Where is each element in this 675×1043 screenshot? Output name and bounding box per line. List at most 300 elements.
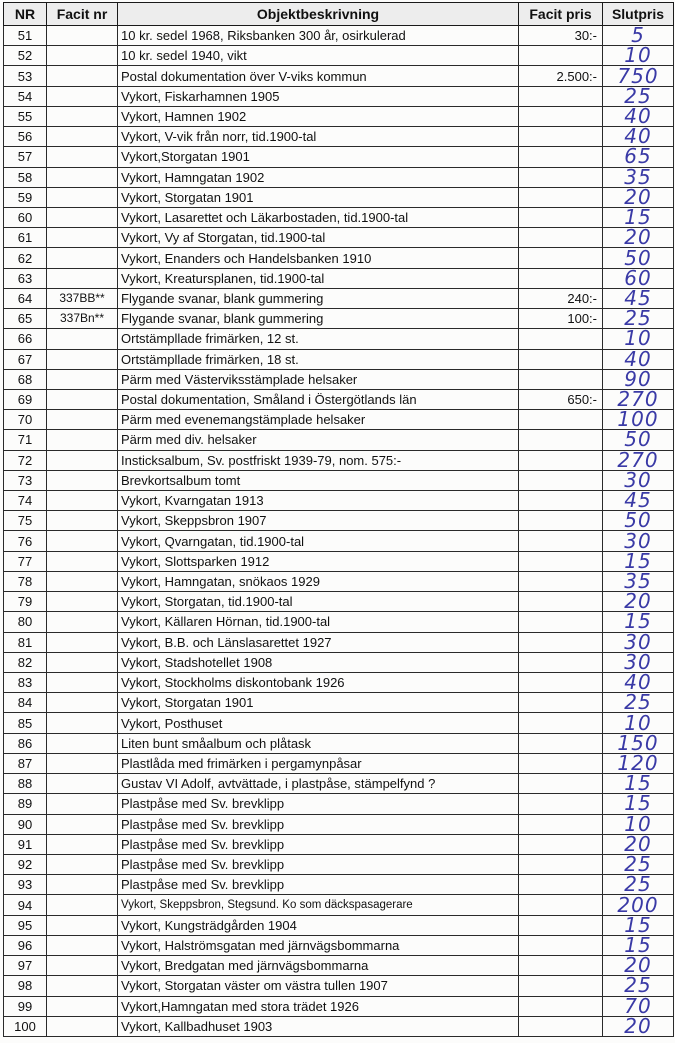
cell-facit-price — [519, 127, 603, 147]
cell-facit-nr — [47, 592, 118, 612]
cell-facit-price — [519, 996, 603, 1016]
cell-final-price: 20 — [603, 228, 674, 248]
cell-nr: 73 — [4, 470, 47, 490]
cell-facit-nr — [47, 1016, 118, 1036]
cell-final-price: 10 — [603, 46, 674, 66]
table-row — [4, 127, 674, 147]
cell-nr: 91 — [4, 834, 47, 854]
cell-nr: 80 — [4, 612, 47, 632]
table-row — [4, 531, 674, 551]
table-row — [4, 410, 674, 430]
cell-final-price: 25 — [603, 875, 674, 895]
cell-facit-nr — [47, 207, 118, 227]
cell-final-price: 20 — [603, 1016, 674, 1036]
cell-facit-nr — [47, 652, 118, 672]
cell-final-price: 45 — [603, 491, 674, 511]
table-row — [4, 46, 674, 66]
cell-nr: 59 — [4, 187, 47, 207]
cell-facit-nr — [47, 430, 118, 450]
cell-description: Vykort, Källaren Hörnan, tid.1900-tal — [118, 612, 519, 632]
cell-description: Vykort, B.B. och Länslasarettet 1927 — [118, 632, 519, 652]
cell-facit-price — [519, 753, 603, 773]
cell-facit-nr — [47, 26, 118, 46]
cell-facit-nr — [47, 470, 118, 490]
cell-description: Vykort, Kallbadhuset 1903 — [118, 1016, 519, 1036]
table-row — [4, 450, 674, 470]
cell-facit-nr — [47, 349, 118, 369]
cell-facit-nr — [47, 713, 118, 733]
cell-nr: 64 — [4, 288, 47, 308]
cell-nr: 83 — [4, 673, 47, 693]
cell-description: Vykort, V-vik från norr, tid.1900-tal — [118, 127, 519, 147]
table-row — [4, 309, 674, 329]
cell-nr: 56 — [4, 127, 47, 147]
cell-final-price: 25 — [603, 86, 674, 106]
cell-description: Vykort, Storgatan 1901 — [118, 187, 519, 207]
table-row — [4, 167, 674, 187]
cell-facit-nr — [47, 66, 118, 86]
cell-description: Plastpåse med Sv. brevklipp — [118, 875, 519, 895]
cell-facit-nr — [47, 612, 118, 632]
cell-facit-nr — [47, 814, 118, 834]
cell-facit-price — [519, 369, 603, 389]
cell-facit-nr — [47, 268, 118, 288]
table-row — [4, 733, 674, 753]
header-row — [4, 3, 674, 26]
cell-nr: 58 — [4, 167, 47, 187]
cell-nr: 92 — [4, 854, 47, 874]
cell-description: Pärm med evenemangstämplade helsaker — [118, 410, 519, 430]
cell-facit-nr: 337Bn** — [47, 309, 118, 329]
cell-nr: 88 — [4, 774, 47, 794]
cell-facit-price — [519, 86, 603, 106]
cell-nr: 95 — [4, 915, 47, 935]
cell-description: Vykort, Kreatursplanen, tid.1900-tal — [118, 268, 519, 288]
cell-nr: 82 — [4, 652, 47, 672]
table-row — [4, 592, 674, 612]
cell-final-price: 5 — [603, 26, 674, 46]
table-row — [4, 147, 674, 167]
cell-final-price: 20 — [603, 592, 674, 612]
cell-nr: 62 — [4, 248, 47, 268]
cell-final-price: 25 — [603, 854, 674, 874]
cell-final-price: 25 — [603, 976, 674, 996]
cell-nr: 51 — [4, 26, 47, 46]
cell-facit-price: 100:- — [519, 309, 603, 329]
cell-facit-price — [519, 693, 603, 713]
cell-description: Vykort, Hamnen 1902 — [118, 106, 519, 126]
header-description: Objektbeskrivning — [118, 3, 519, 26]
cell-facit-nr — [47, 895, 118, 915]
cell-facit-price — [519, 268, 603, 288]
cell-final-price: 10 — [603, 713, 674, 733]
table-row — [4, 794, 674, 814]
cell-nr: 97 — [4, 956, 47, 976]
cell-final-price: 40 — [603, 673, 674, 693]
cell-nr: 89 — [4, 794, 47, 814]
table-row — [4, 86, 674, 106]
cell-nr: 53 — [4, 66, 47, 86]
cell-description: Vykort, Skeppsbron, Stegsund. Ko som däckspasagerare — [118, 895, 519, 915]
table-row — [4, 956, 674, 976]
cell-description: 10 kr. sedel 1940, vikt — [118, 46, 519, 66]
cell-facit-nr — [47, 106, 118, 126]
cell-description: Gustav VI Adolf, avtvättade, i plastpåse, stämpelfynd ? — [118, 774, 519, 794]
table-row — [4, 895, 674, 915]
table-body — [4, 26, 674, 1037]
cell-nr: 67 — [4, 349, 47, 369]
cell-facit-price — [519, 774, 603, 794]
cell-facit-nr — [47, 86, 118, 106]
cell-final-price: 15 — [603, 551, 674, 571]
cell-nr: 85 — [4, 713, 47, 733]
cell-facit-nr — [47, 996, 118, 1016]
cell-final-price: 30 — [603, 632, 674, 652]
cell-final-price: 15 — [603, 774, 674, 794]
cell-final-price: 60 — [603, 268, 674, 288]
cell-nr: 79 — [4, 592, 47, 612]
cell-facit-price — [519, 46, 603, 66]
cell-description: Vykort, Storgatan 1901 — [118, 693, 519, 713]
table-row — [4, 1016, 674, 1036]
cell-description: Plastlåda med frimärken i pergamynpåsar — [118, 753, 519, 773]
cell-final-price: 90 — [603, 369, 674, 389]
table-row — [4, 774, 674, 794]
cell-facit-nr — [47, 935, 118, 955]
cell-description: Vykort, Storgatan, tid.1900-tal — [118, 592, 519, 612]
cell-nr: 81 — [4, 632, 47, 652]
cell-description: Vykort, Halströmsgatan med järnvägsbommarna — [118, 935, 519, 955]
cell-facit-price — [519, 652, 603, 672]
cell-description: Vykort, Hamngatan 1902 — [118, 167, 519, 187]
table-row — [4, 693, 674, 713]
cell-facit-price — [519, 491, 603, 511]
cell-facit-price — [519, 673, 603, 693]
cell-description: Vykort, Stadshotellet 1908 — [118, 652, 519, 672]
cell-facit-nr — [47, 127, 118, 147]
table-row — [4, 612, 674, 632]
cell-nr: 54 — [4, 86, 47, 106]
cell-final-price: 120 — [603, 753, 674, 773]
cell-facit-price — [519, 228, 603, 248]
cell-final-price: 50 — [603, 511, 674, 531]
cell-description: Flygande svanar, blank gummering — [118, 288, 519, 308]
cell-description: Insticksalbum, Sv. postfriskt 1939-79, nom. 575:- — [118, 450, 519, 470]
cell-nr: 98 — [4, 976, 47, 996]
cell-description: Vykort, Enanders och Handelsbanken 1910 — [118, 248, 519, 268]
cell-final-price: 15 — [603, 935, 674, 955]
cell-facit-price — [519, 571, 603, 591]
cell-final-price: 30 — [603, 652, 674, 672]
cell-description: Vykort, Posthuset — [118, 713, 519, 733]
cell-final-price: 10 — [603, 329, 674, 349]
cell-final-price: 270 — [603, 450, 674, 470]
cell-description: Vykort, Storgatan väster om västra tullen 1907 — [118, 976, 519, 996]
cell-description: Postal dokumentation, Småland i Östergötlands län — [118, 389, 519, 409]
table-row — [4, 349, 674, 369]
cell-nr: 94 — [4, 895, 47, 915]
cell-final-price: 65 — [603, 147, 674, 167]
cell-description: Vykort, Stockholms diskontobank 1926 — [118, 673, 519, 693]
table-row — [4, 470, 674, 490]
cell-final-price: 150 — [603, 733, 674, 753]
cell-facit-price — [519, 1016, 603, 1036]
table-row — [4, 976, 674, 996]
table-row — [4, 571, 674, 591]
cell-facit-nr — [47, 834, 118, 854]
cell-nr: 76 — [4, 531, 47, 551]
table-row — [4, 511, 674, 531]
cell-final-price: 25 — [603, 309, 674, 329]
cell-facit-nr — [47, 551, 118, 571]
cell-final-price: 25 — [603, 693, 674, 713]
cell-description: Ortstämpllade frimärken, 12 st. — [118, 329, 519, 349]
cell-description: Vykort,Hamngatan med stora trädet 1926 — [118, 996, 519, 1016]
cell-nr: 57 — [4, 147, 47, 167]
cell-nr: 74 — [4, 491, 47, 511]
cell-facit-price — [519, 976, 603, 996]
cell-nr: 66 — [4, 329, 47, 349]
cell-facit-nr — [47, 389, 118, 409]
cell-facit-nr — [47, 228, 118, 248]
cell-description: Vykort,Storgatan 1901 — [118, 147, 519, 167]
table-row — [4, 430, 674, 450]
cell-nr: 87 — [4, 753, 47, 773]
cell-description: Vykort, Vy af Storgatan, tid.1900-tal — [118, 228, 519, 248]
table-row — [4, 753, 674, 773]
cell-description: Vykort, Kvarngatan 1913 — [118, 491, 519, 511]
table-row — [4, 935, 674, 955]
cell-facit-nr — [47, 976, 118, 996]
cell-facit-price — [519, 814, 603, 834]
cell-nr: 75 — [4, 511, 47, 531]
table-row — [4, 996, 674, 1016]
cell-description: Vykort, Lasarettet och Läkarbostaden, tid.1900-tal — [118, 207, 519, 227]
cell-facit-price: 30:- — [519, 26, 603, 46]
cell-nr: 52 — [4, 46, 47, 66]
auction-results-table — [3, 2, 674, 1037]
cell-nr: 69 — [4, 389, 47, 409]
cell-nr: 77 — [4, 551, 47, 571]
cell-facit-price — [519, 612, 603, 632]
header-facit-nr: Facit nr — [47, 3, 118, 26]
cell-facit-nr — [47, 410, 118, 430]
cell-facit-nr — [47, 956, 118, 976]
cell-facit-price — [519, 430, 603, 450]
header-facit-price: Facit pris — [519, 3, 603, 26]
cell-facit-nr — [47, 854, 118, 874]
cell-facit-price — [519, 592, 603, 612]
cell-facit-nr — [47, 632, 118, 652]
cell-nr: 100 — [4, 1016, 47, 1036]
cell-facit-price — [519, 935, 603, 955]
table-row — [4, 288, 674, 308]
cell-description: Vykort, Hamngatan, snökaos 1929 — [118, 571, 519, 591]
cell-facit-nr — [47, 329, 118, 349]
table-row — [4, 915, 674, 935]
cell-nr: 99 — [4, 996, 47, 1016]
cell-facit-price: 2.500:- — [519, 66, 603, 86]
cell-description: Plastpåse med Sv. brevklipp — [118, 834, 519, 854]
cell-facit-price — [519, 511, 603, 531]
cell-final-price: 50 — [603, 430, 674, 450]
table-row — [4, 248, 674, 268]
cell-facit-price — [519, 834, 603, 854]
cell-facit-nr — [47, 753, 118, 773]
cell-nr: 72 — [4, 450, 47, 470]
cell-nr: 84 — [4, 693, 47, 713]
cell-facit-nr — [47, 531, 118, 551]
table-row — [4, 66, 674, 86]
cell-facit-nr — [47, 167, 118, 187]
cell-facit-nr — [47, 673, 118, 693]
cell-final-price: 20 — [603, 187, 674, 207]
cell-description: Ortstämpllade frimärken, 18 st. — [118, 349, 519, 369]
cell-final-price: 10 — [603, 814, 674, 834]
table-row — [4, 106, 674, 126]
cell-facit-nr: 337BB** — [47, 288, 118, 308]
cell-facit-nr — [47, 147, 118, 167]
cell-facit-nr — [47, 733, 118, 753]
table-row — [4, 389, 674, 409]
cell-facit-price — [519, 713, 603, 733]
cell-final-price: 200 — [603, 895, 674, 915]
cell-facit-price: 650:- — [519, 389, 603, 409]
cell-facit-nr — [47, 774, 118, 794]
table-row — [4, 187, 674, 207]
cell-facit-price — [519, 551, 603, 571]
cell-final-price: 30 — [603, 470, 674, 490]
cell-facit-nr — [47, 693, 118, 713]
cell-facit-nr — [47, 511, 118, 531]
table-row — [4, 329, 674, 349]
cell-nr: 71 — [4, 430, 47, 450]
cell-final-price: 50 — [603, 248, 674, 268]
cell-description: Vykort, Kungsträdgården 1904 — [118, 915, 519, 935]
cell-final-price: 100 — [603, 410, 674, 430]
cell-facit-nr — [47, 794, 118, 814]
cell-description: Plastpåse med Sv. brevklipp — [118, 854, 519, 874]
cell-final-price: 35 — [603, 167, 674, 187]
cell-nr: 70 — [4, 410, 47, 430]
cell-nr: 68 — [4, 369, 47, 389]
cell-facit-price — [519, 854, 603, 874]
table-row — [4, 875, 674, 895]
cell-description: Flygande svanar, blank gummering — [118, 309, 519, 329]
cell-description: Vykort, Bredgatan med järnvägsbommarna — [118, 956, 519, 976]
cell-final-price: 20 — [603, 956, 674, 976]
cell-facit-price — [519, 106, 603, 126]
cell-final-price: 40 — [603, 106, 674, 126]
cell-description: Pärm med Västerviksstämplade helsaker — [118, 369, 519, 389]
cell-final-price: 15 — [603, 612, 674, 632]
cell-nr: 55 — [4, 106, 47, 126]
cell-nr: 90 — [4, 814, 47, 834]
cell-nr: 78 — [4, 571, 47, 591]
table-row — [4, 26, 674, 46]
cell-final-price: 30 — [603, 531, 674, 551]
cell-facit-nr — [47, 915, 118, 935]
table-row — [4, 854, 674, 874]
cell-facit-price — [519, 410, 603, 430]
cell-facit-nr — [47, 369, 118, 389]
cell-description: 10 kr. sedel 1968, Riksbanken 300 år, osirkulerad — [118, 26, 519, 46]
cell-final-price: 70 — [603, 996, 674, 1016]
cell-facit-price — [519, 915, 603, 935]
table-row — [4, 228, 674, 248]
cell-facit-nr — [47, 875, 118, 895]
cell-facit-nr — [47, 187, 118, 207]
cell-nr: 63 — [4, 268, 47, 288]
cell-facit-price — [519, 895, 603, 915]
cell-description: Postal dokumentation över V-viks kommun — [118, 66, 519, 86]
table-row — [4, 207, 674, 227]
cell-facit-price — [519, 248, 603, 268]
cell-final-price: 15 — [603, 794, 674, 814]
cell-facit-price — [519, 450, 603, 470]
header-final-price: Slutpris — [603, 3, 674, 26]
table-row — [4, 632, 674, 652]
cell-final-price: 750 — [603, 66, 674, 86]
cell-nr: 86 — [4, 733, 47, 753]
cell-facit-price — [519, 632, 603, 652]
cell-facit-nr — [47, 248, 118, 268]
cell-facit-price — [519, 470, 603, 490]
cell-facit-price: 240:- — [519, 288, 603, 308]
cell-final-price: 15 — [603, 207, 674, 227]
cell-description: Plastpåse med Sv. brevklipp — [118, 794, 519, 814]
cell-facit-nr — [47, 450, 118, 470]
cell-facit-price — [519, 531, 603, 551]
cell-facit-nr — [47, 491, 118, 511]
cell-description: Vykort, Skeppsbron 1907 — [118, 511, 519, 531]
cell-description: Vykort, Qvarngatan, tid.1900-tal — [118, 531, 519, 551]
cell-facit-price — [519, 875, 603, 895]
table-row — [4, 369, 674, 389]
cell-nr: 93 — [4, 875, 47, 895]
cell-facit-price — [519, 167, 603, 187]
cell-facit-nr — [47, 571, 118, 591]
table-row — [4, 551, 674, 571]
cell-final-price: 15 — [603, 915, 674, 935]
cell-final-price: 40 — [603, 127, 674, 147]
cell-nr: 61 — [4, 228, 47, 248]
table-row — [4, 491, 674, 511]
cell-final-price: 40 — [603, 349, 674, 369]
cell-final-price: 270 — [603, 389, 674, 409]
cell-description: Liten bunt småalbum och plåtask — [118, 733, 519, 753]
cell-final-price: 45 — [603, 288, 674, 308]
cell-final-price: 35 — [603, 571, 674, 591]
table-row — [4, 673, 674, 693]
cell-nr: 96 — [4, 935, 47, 955]
cell-facit-price — [519, 147, 603, 167]
cell-nr: 60 — [4, 207, 47, 227]
cell-facit-price — [519, 187, 603, 207]
cell-facit-price — [519, 733, 603, 753]
table-row — [4, 713, 674, 733]
table-row — [4, 652, 674, 672]
cell-final-price: 20 — [603, 834, 674, 854]
cell-description: Plastpåse med Sv. brevklipp — [118, 814, 519, 834]
table-row — [4, 814, 674, 834]
cell-description: Pärm med div. helsaker — [118, 430, 519, 450]
cell-facit-price — [519, 794, 603, 814]
table-row — [4, 834, 674, 854]
cell-facit-price — [519, 207, 603, 227]
cell-description: Vykort, Slottsparken 1912 — [118, 551, 519, 571]
header-nr: NR — [4, 3, 47, 26]
